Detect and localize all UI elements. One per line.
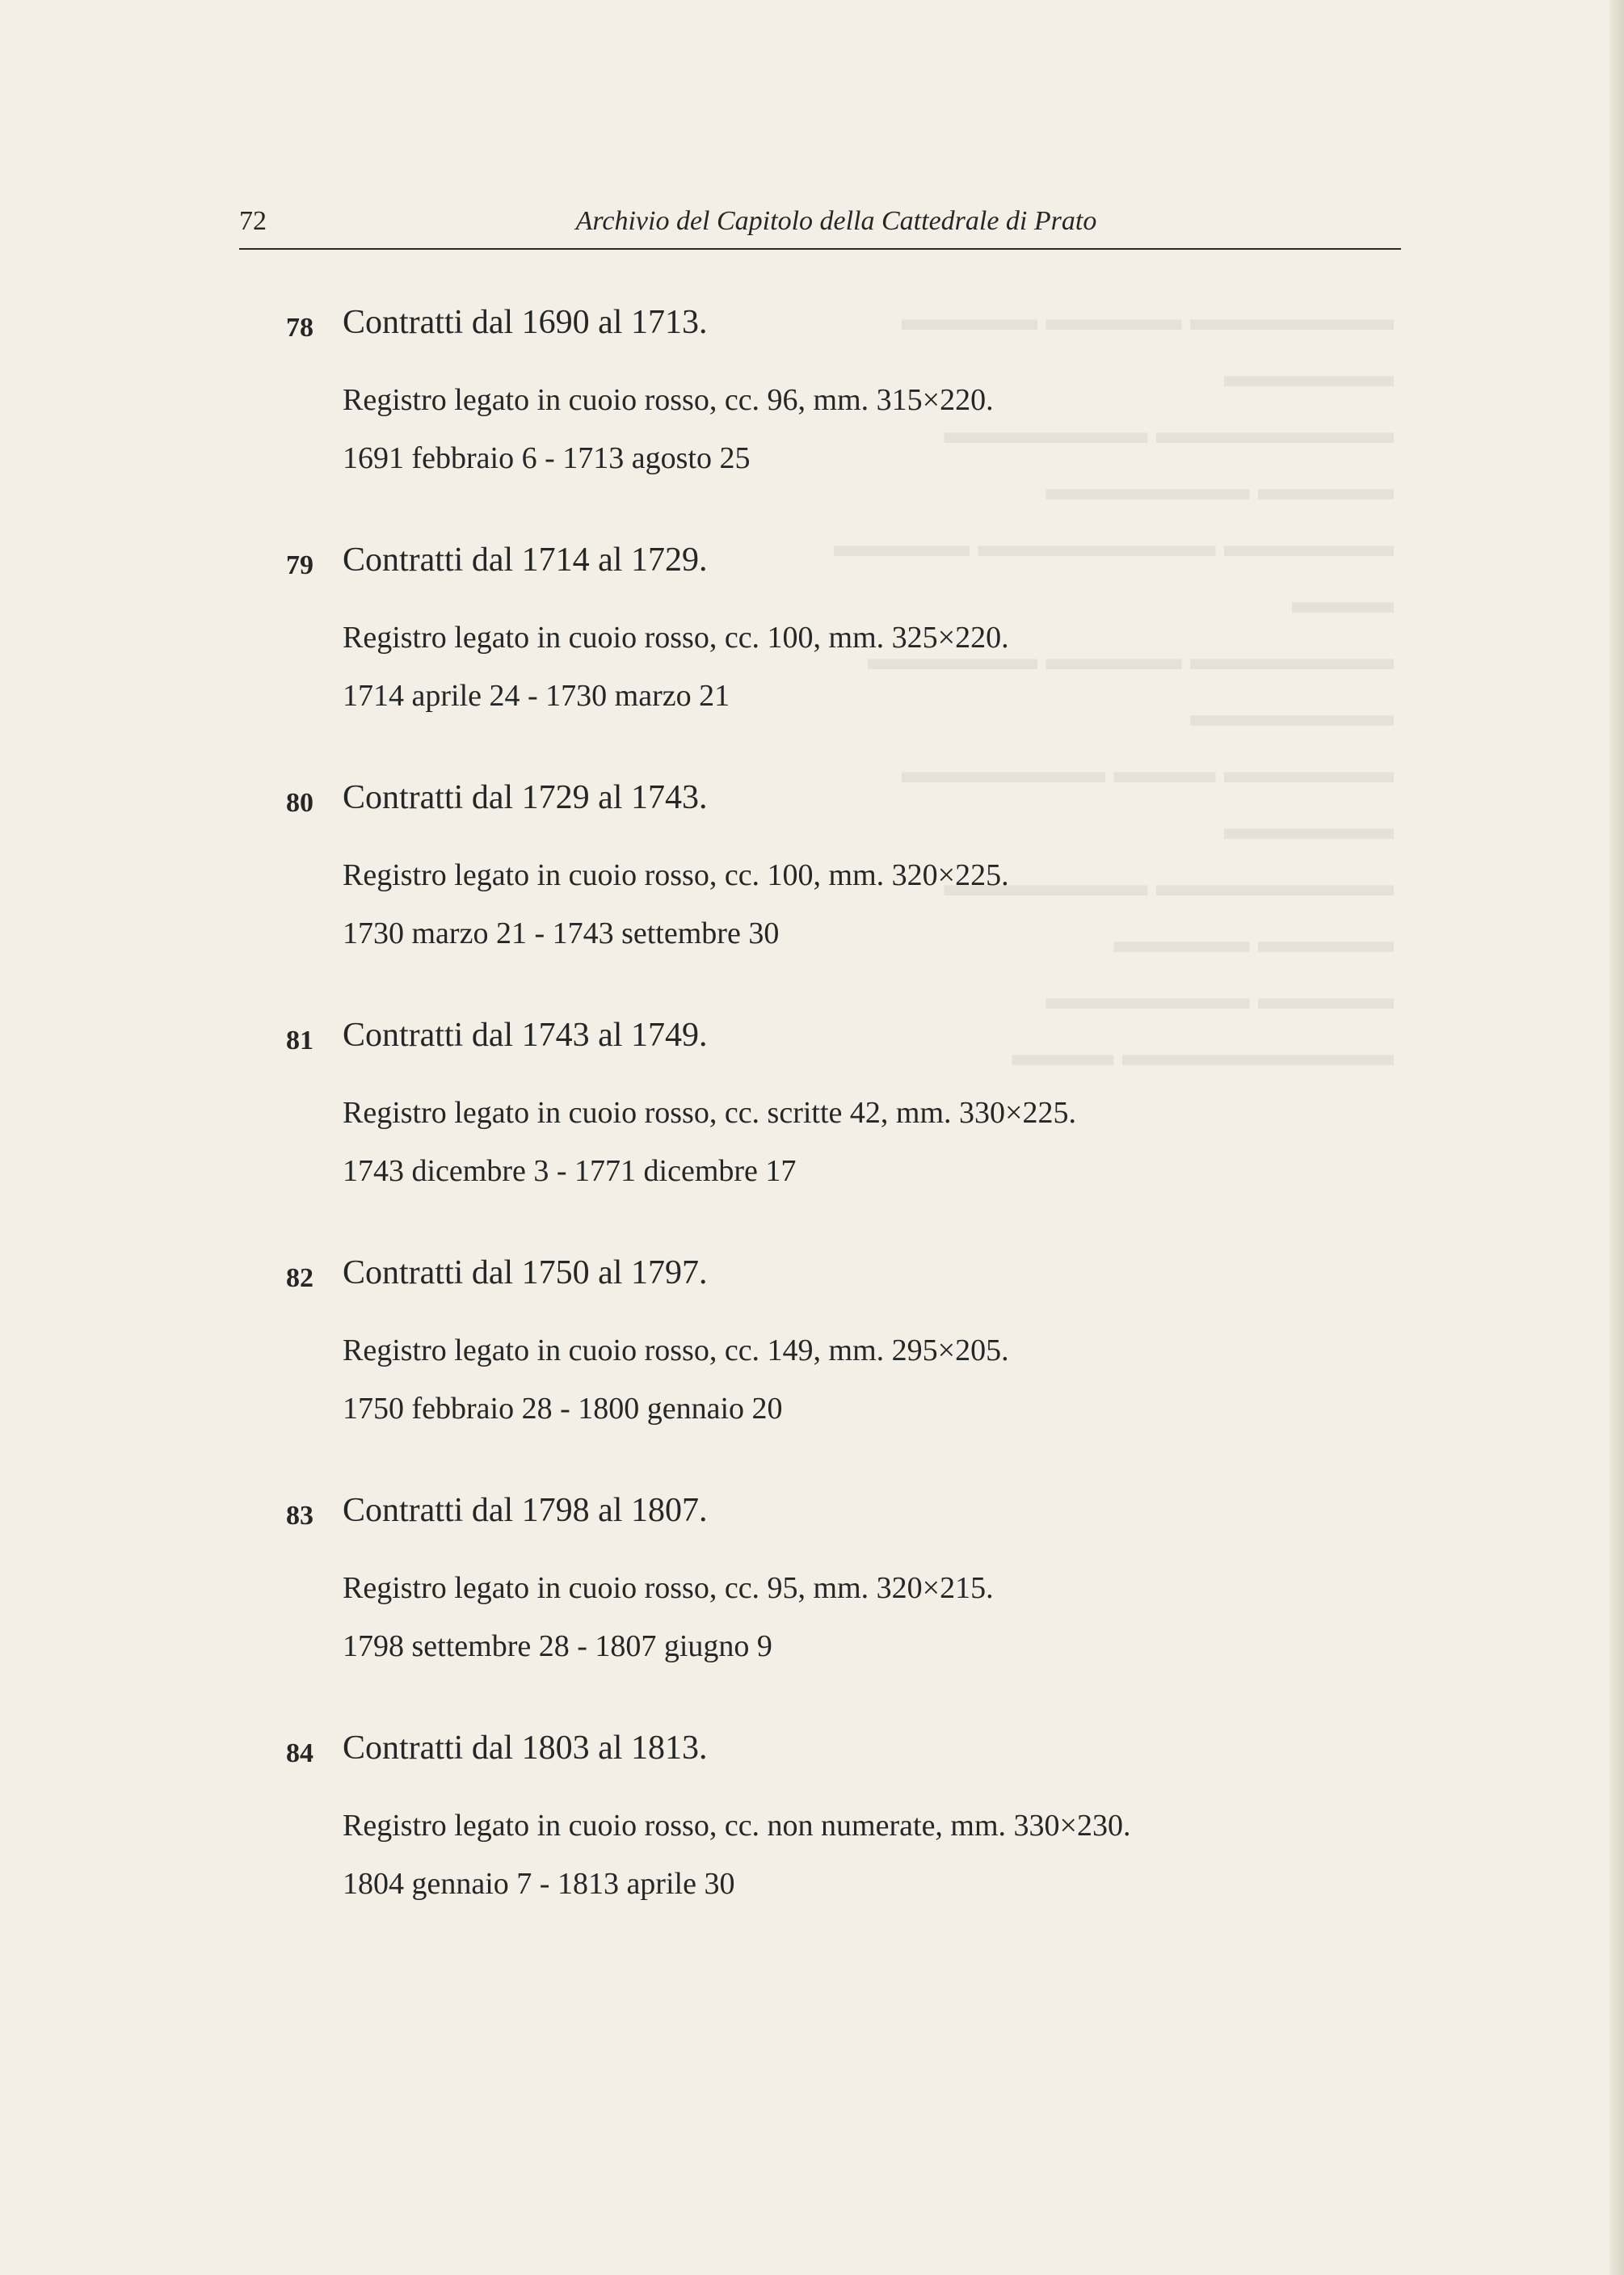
entry-description: Registro legato in cuoio rosso, cc. scritte 42, mm. 330×225. [343, 1096, 1076, 1130]
entry-description: Registro legato in cuoio rosso, cc. 96, mm. 315×220. [343, 383, 994, 417]
entry-dates: 1798 settembre 28 - 1807 giugno 9 [343, 1629, 772, 1663]
entry-number: 80 [286, 788, 313, 818]
entry-number: 83 [286, 1501, 313, 1531]
entry-description: Registro legato in cuoio rosso, cc. 95, mm. 320×215. [343, 1571, 994, 1605]
running-title: Archivio del Capitolo della Cattedrale di Prato [575, 206, 1097, 236]
entry-description: Registro legato in cuoio rosso, cc. 100, mm. 325×220. [343, 621, 1009, 655]
entry-title: Contratti dal 1750 al 1797. [343, 1254, 708, 1291]
entry-description: Registro legato in cuoio rosso, cc. non numerate, mm. 330×230. [343, 1809, 1131, 1843]
entry-number: 79 [286, 550, 313, 580]
entry-dates: 1750 febbraio 28 - 1800 gennaio 20 [343, 1392, 783, 1426]
entry-dates: 1714 aprile 24 - 1730 marzo 21 [343, 679, 730, 713]
entry-dates: 1804 gennaio 7 - 1813 aprile 30 [343, 1867, 735, 1901]
bleed-through-shadow: ▬▬▬▬▬▬ ▬▬▬▬ ▬▬▬▬ ▬▬▬▬▬ ▬▬▬▬▬▬▬ ▬▬▬▬▬▬ ▬▬▬▬ ▬▬▬▬▬▬ ▬▬▬▬▬ ▬▬▬▬▬▬▬ ▬▬▬▬ ▬▬▬ ▬▬▬▬▬▬ ▬▬▬▬ ▬▬▬▬▬ ▬▬▬▬▬▬ ▬▬▬▬▬ ▬▬▬ ▬▬▬▬▬▬ ▬▬▬▬▬ ▬▬▬▬▬▬▬ ▬▬▬▬▬▬ ▬▬▬▬ ▬▬▬▬ ▬▬▬▬ ▬▬▬▬▬▬ ▬▬▬▬▬▬▬▬ ▬▬▬ [834, 301, 1394, 1073]
entry-dates: 1743 dicembre 3 - 1771 dicembre 17 [343, 1154, 797, 1188]
entry-description: Registro legato in cuoio rosso, cc. 149, mm. 295×205. [343, 1333, 1009, 1367]
entry-number: 82 [286, 1263, 313, 1293]
entry-title: Contratti dal 1743 al 1749. [343, 1017, 708, 1054]
entry-number: 81 [286, 1026, 313, 1055]
running-header [239, 206, 1401, 250]
entry-dates: 1691 febbraio 6 - 1713 agosto 25 [343, 441, 751, 475]
entry-number: 84 [286, 1738, 313, 1768]
entry-title: Contratti dal 1803 al 1813. [343, 1729, 708, 1767]
entry-title: Contratti dal 1690 al 1713. [343, 304, 708, 341]
page-number: 72 [239, 206, 267, 236]
entry-description: Registro legato in cuoio rosso, cc. 100, mm. 320×225. [343, 858, 1009, 892]
page-edge [1609, 0, 1624, 2275]
entry-title: Contratti dal 1714 al 1729. [343, 541, 708, 579]
entry-title: Contratti dal 1798 al 1807. [343, 1492, 708, 1529]
entry-dates: 1730 marzo 21 - 1743 settembre 30 [343, 916, 780, 950]
entry-title: Contratti dal 1729 al 1743. [343, 779, 708, 816]
entry-number: 78 [286, 313, 313, 343]
